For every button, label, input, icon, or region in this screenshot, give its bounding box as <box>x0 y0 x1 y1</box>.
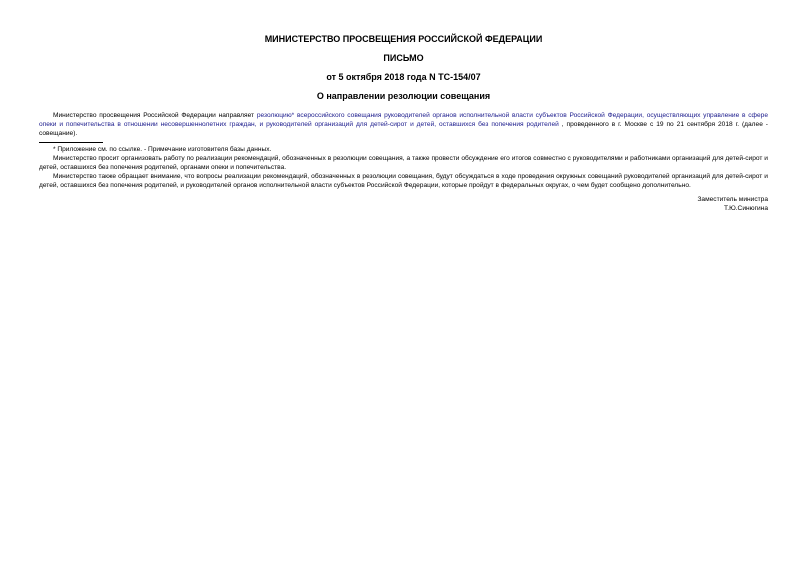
signature-name: Т.Ю.Синюгина <box>723 204 768 212</box>
paragraph-intro-lead: Министерство просвещения Российской Федерации направляет <box>53 112 257 119</box>
document-date-number: от 5 октября 2018 года N ТС-154/07 <box>326 72 481 82</box>
signature-position: Заместитель министра <box>697 195 768 203</box>
paragraph-intro-tail: , проведенного в г. Москве с 19 по 21 сентября 2018 г. (далее - совещание). <box>39 121 769 138</box>
document-title: О направлении резолюции совещания <box>316 91 491 101</box>
footnote: * Приложение см. по ссылке. - Примечание изготовителя базы данных. <box>53 145 272 153</box>
document-type: ПИСЬМО <box>383 53 424 63</box>
ministry-heading: МИНИСТЕРСТВО ПРОСВЕЩЕНИЯ РОССИЙСКОЙ ФЕДЕРАЦИИ <box>264 34 543 44</box>
paragraph-attention: Министерство также обращает внимание, что вопросы реализации рекомендаций, обозначенных в резолюции совещания, будут обсуждаться в ходе проведения окружных совещаний руководителей организаций для детей-сирот и детей, оставшихся без попечения родителей, и руководителей органов исполнительной власти субъектов Российской Федерации, которые пройдут в федеральных округах, о чем будет сообщено дополнительно. <box>39 173 768 190</box>
footnote-divider <box>39 142 103 143</box>
paragraph-organize: Министерство просит организовать работу по реализации рекомендаций, обозначенных в резолюции совещания, а также провести обсуждение его итогов совместно с руководителями и работниками организаций для детей-сирот и детей, оставшихся без попечения родителей, органами опеки и попечительства. <box>39 154 768 172</box>
document-body <box>39 111 768 191</box>
signature-block <box>39 195 768 213</box>
resolution-link[interactable]: резолюцию* всероссийского совещания руководителей органов исполнительной власти субъектов Российской Федерации, осуществляющих управление в сфере опеки и попечительства в отношении несовершеннолетних граждан, и руководителей организаций для детей-сирот и детей, оставшихся без попечения родителей <box>39 112 768 129</box>
paragraph-intro <box>39 111 768 139</box>
